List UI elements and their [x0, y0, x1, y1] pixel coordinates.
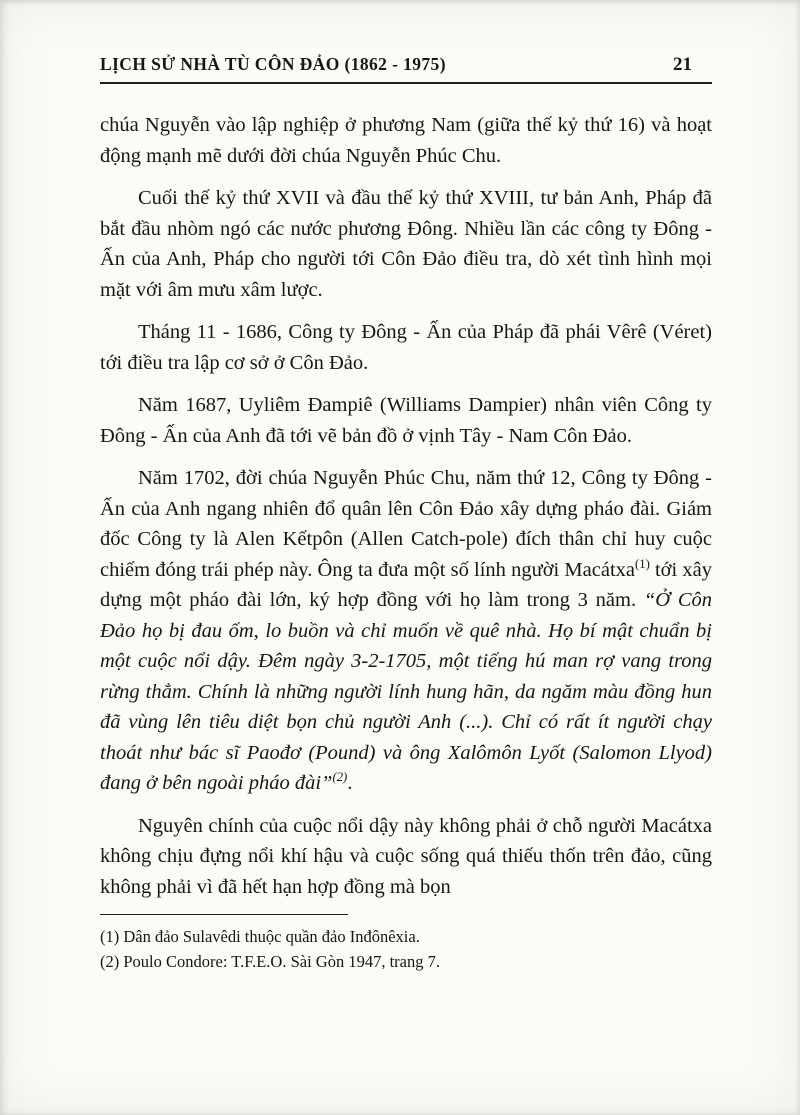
text-segment: .: [347, 772, 353, 794]
paragraph: [100, 463, 712, 799]
paragraph: [100, 317, 712, 378]
text-segment: Tháng 11 - 1686, Công ty Đông - Ấn của Pháp đã phái Vêrê (Véret) tới điều tra lập cơ sở ở Côn Đảo.: [100, 321, 712, 374]
page-header: [100, 54, 712, 76]
header-rule: [100, 82, 712, 84]
page-number: 21: [673, 54, 692, 75]
text-segment: “Ở Côn Đảo họ bị đau ốm, lo buồn và chỉ muốn về quê nhà. Họ bí mật chuẩn bị một cuộc nổi dậy. Đêm ngày 3-2-1705, một tiếng hú man rợ vang trong rừng thẳm. Chính là những người lính hung hãn, da ngăm màu đồng hun đã vùng lên tiêu diệt bọn chủ người Anh (...). Chỉ có rất ít người chạy thoát như bác sĩ Paođơ (Pound) và ông Xalômôn Lyốt (Salomon Llyod) đang ở bên ngoài pháo đài”: [100, 589, 712, 794]
paragraph: [100, 811, 712, 903]
footnote-separator: [100, 914, 348, 915]
paragraph: [100, 183, 712, 305]
text-segment: Nguyên chính của cuộc nổi dậy này không phải ở chỗ người Macátxa không chịu đựng nổi khí hậu và cuộc sống quá thiếu thốn trên đảo, cũng không phải vì đã hết hạn hợp đồng mà bọn: [100, 814, 712, 898]
text-segment: Cuối thế kỷ thứ XVII và đầu thế kỷ thứ XVIII, tư bản Anh, Pháp đã bắt đầu nhòm ngó các nước phương Đông. Nhiều lần các công ty Đông - Ấn của Anh, Pháp cho người tới Côn Đảo điều tra, dò xét tình hình mọi mặt với âm mưu xâm lược.: [100, 187, 712, 301]
running-title: LỊCH SỬ NHÀ TÙ CÔN ĐẢO (1862 - 1975): [100, 54, 446, 74]
text-segment: chúa Nguyễn vào lập nghiệp ở phương Nam (giữa thế kỷ thứ 16) và hoạt động mạnh mẽ dưới đời chúa Nguyễn Phúc Chu.: [100, 114, 712, 167]
footnote-2: (2) Poulo Condore: T.F.E.O. Sài Gòn 1947, trang 7.: [100, 952, 440, 971]
body-text: [100, 110, 712, 902]
footnote-1: (1) Dân đảo Sulavêdi thuộc quần đảo Inđônêxia.: [100, 927, 420, 946]
text-segment: tới xây dựng một pháo đài lớn, ký hợp đồng với họ làm trong 3 năm.: [100, 558, 712, 611]
footnote-marker: (2): [332, 770, 348, 785]
footnote-marker: (1): [635, 556, 650, 571]
paragraph: [100, 110, 712, 171]
footnote-section: [100, 924, 712, 974]
book-page: [100, 0, 712, 974]
text-segment: Năm 1687, Uyliêm Đampiê (Williams Dampier) nhân viên Công ty Đông - Ấn của Anh đã tới vẽ bản đồ ở vịnh Tây - Nam Côn Đảo.: [100, 394, 712, 447]
paragraph: [100, 390, 712, 451]
text-segment: Năm 1702, đời chúa Nguyễn Phúc Chu, năm thứ 12, Công ty Đông - Ấn của Anh ngang nhiên đổ quân lên Côn Đảo xây dựng pháo đài. Giám đốc Công ty là Alen Kếtpôn (Allen Catch-pole) đích thân chỉ huy cuộc chiếm đóng trái phép này. Ông ta đưa một số lính người Macátxa: [100, 467, 712, 581]
